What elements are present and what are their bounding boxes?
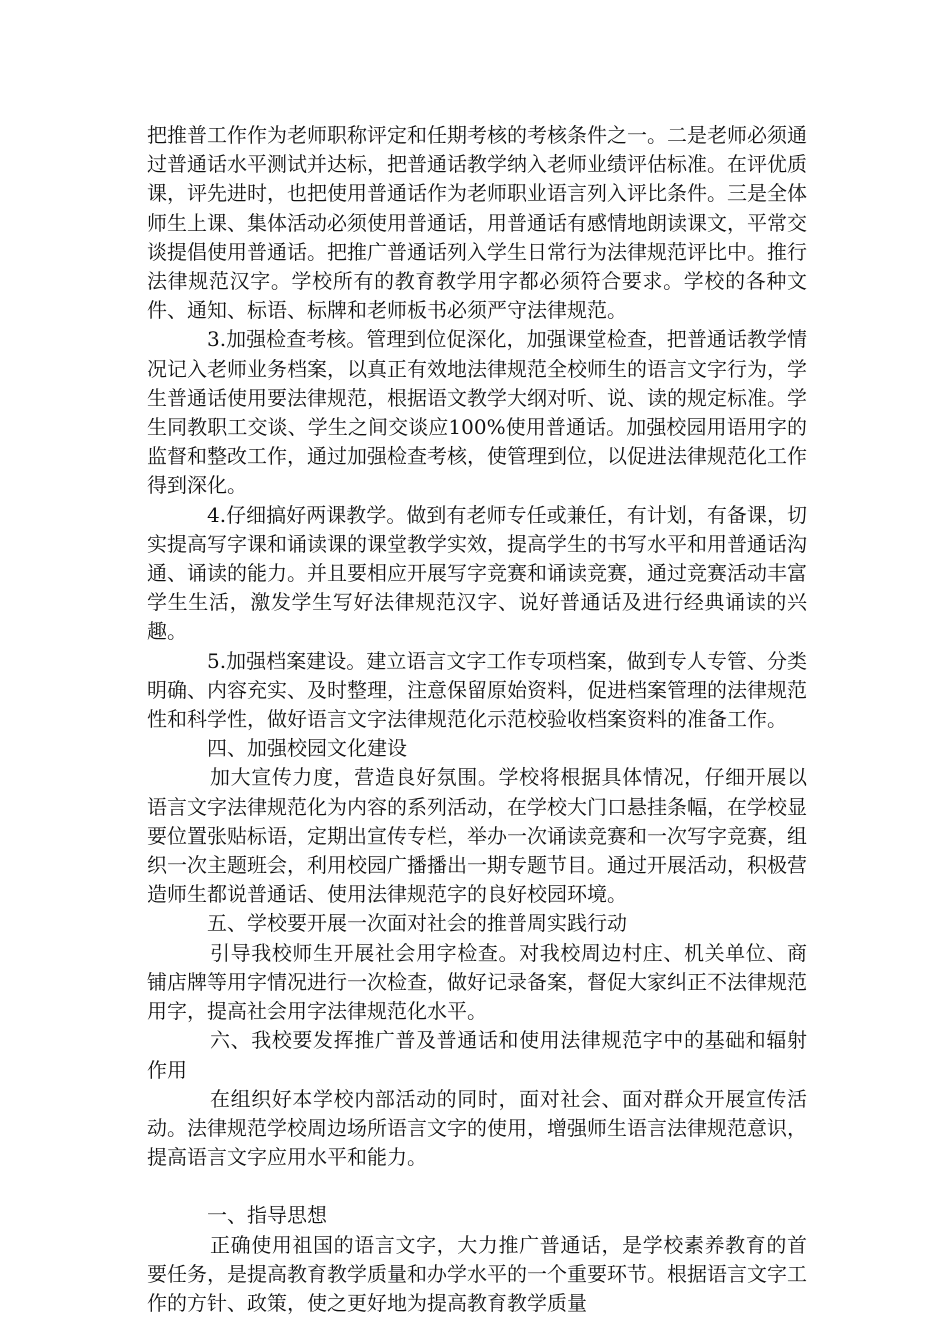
- paragraph-continuation: 把推普工作作为老师职称评定和任期考核的考核条件之一。二是老师必须通过普通话水平测试并达标，把普通话教学纳入老师业绩评估标准。在评优质课，评先进时，也把使用普通话作为老师职业语言列入评比条件。三是全体师生上课、集体活动必须使用普通话，用普通话有感情地朗读课文，平常交谈提倡使用普通话。把推广普通话列入学生日常行为法律规范评比中。推行法律规范汉字。学校所有的教育教学用字都必须符合要求。学校的各种文件、通知、标语、标牌和老师板书必须严守法律规范。: [147, 123, 807, 323]
- document-page: [147, 121, 807, 1318]
- paragraph-item-3: 3.加强检查考核。管理到位促深化，加强课堂检查，把普通话教学情况记入老师业务档案，以真正有效地法律规范全校师生的语言文字行为，学生普通话使用要法律规范，根据语文教学大纲对听、说、读的规定标准。学生同教职工交谈、学生之间交谈应100%使用普通话。加强校园用语用字的监督和整改工作，通过加强检查考核，使管理到位，以促进法律规范化工作得到深化。: [147, 327, 807, 498]
- section-heading-6: 六、我校要发挥推广普及普通话和使用法律规范字中的基础和辐射作用: [147, 1028, 807, 1082]
- paragraph-section-6-body: 在组织好本学校内部活动的同时，面对社会、面对群众开展宣传活动。法律规范学校周边场所语言文字的使用，增强师生语言法律规范意识，提高语言文字应用水平和能力。: [147, 1086, 807, 1170]
- section-heading-4: 四、加强校园文化建设: [207, 736, 407, 761]
- section-heading-5: 五、学校要开展一次面对社会的推普周实践行动: [207, 911, 627, 936]
- section-heading-1: 一、指导思想: [207, 1203, 327, 1228]
- paragraph-section-5-body: 引导我校师生开展社会用字检查。对我校周边村庄、机关单位、商铺店牌等用字情况进行一次检查，做好记录备案，督促大家纠正不法律规范用字，提高社会用字法律规范化水平。: [147, 940, 807, 1024]
- paragraph-section-4-body: 加大宣传力度，营造良好氛围。学校将根据具体情况，仔细开展以语言文字法律规范化为内容的系列活动，在学校大门口悬挂条幅，在学校显要位置张贴标语，定期出宣传专栏，举办一次诵读竞赛和一次写字竞赛，组织一次主题班会，利用校园广播播出一期专题节目。通过开展活动，积极营造师生都说普通话、使用法律规范字的良好校园环境。: [147, 765, 807, 907]
- paragraph-gap: [147, 1172, 807, 1201]
- paragraph-item-4: 4.仔细搞好两课教学。做到有老师专任或兼任，有计划，有备课，切实提高写字课和诵读课的课堂教学实效，提高学生的书写水平和用普通话沟通、诵读的能力。并且要相应开展写字竞赛和诵读竞赛，通过竞赛活动丰富学生生活，激发学生写好法律规范汉字、说好普通话及进行经典诵读的兴趣。: [147, 502, 807, 644]
- paragraph-guiding-ideology: 正确使用祖国的语言文字，大力推广普通话，是学校素养教育的首要任务，是提高教育教学质量和办学水平的一个重要环节。根据语言文字工作的方针、政策，使之更好地为提高教育教学质量: [147, 1232, 807, 1315]
- paragraph-item-5: 5.加强档案建设。建立语言文字工作专项档案，做到专人专管、分类明确、内容充实、及时整理，注意保留原始资料，促进档案管理的法律规范性和科学性，做好语言文字法律规范化示范校验收档案资料的准备工作。: [147, 648, 807, 732]
